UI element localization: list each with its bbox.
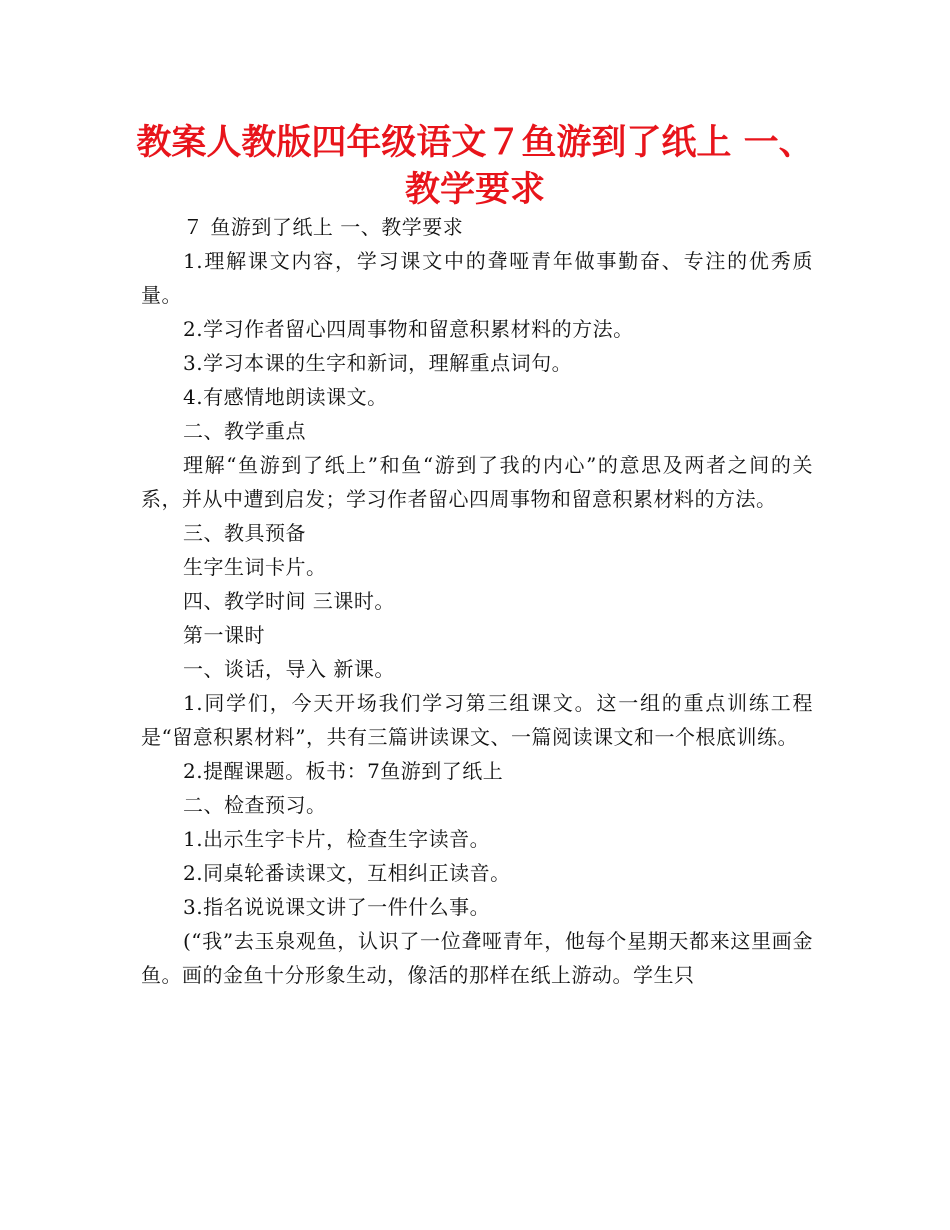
paragraph: 2.提醒课题。板书：7鱼游到了纸上 bbox=[183, 759, 504, 783]
paragraph: 4.有感情地朗读课文。 bbox=[183, 385, 388, 409]
section-heading: 第一课时 bbox=[183, 623, 265, 647]
paragraph: 2.学习作者留心四周事物和留意积累材料的方法。 bbox=[183, 317, 634, 341]
section-heading: 一、谈话，导入 新课。 bbox=[183, 657, 395, 681]
section-heading: 二、检查预习。 bbox=[183, 793, 327, 817]
document-title: 教案人教版四年级语文７鱼游到了纸上 一、教学要求 bbox=[136, 123, 814, 210]
paragraph: 3.学习本课的生字和新词，理解重点词句。 bbox=[183, 351, 573, 375]
paragraph: 1.理解课文内容，学习课文中的聋哑青年做事勤奋、专注的优秀质量。 bbox=[141, 249, 813, 307]
paragraph: ７ 鱼游到了纸上 一、教学要求 bbox=[183, 215, 464, 239]
section-heading: 二、教学重点 bbox=[183, 419, 306, 443]
paragraph: 1.出示生字卡片，检查生字读音。 bbox=[183, 827, 491, 851]
paragraph: 1.同学们，今天开场我们学习第三组课文。这一组的重点训练工程是“留意积累材料”，共有三篇讲读课文、一篇阅读课文和一个根底训练。 bbox=[141, 691, 813, 749]
section-heading: 三、教具预备 bbox=[183, 521, 306, 545]
paragraph: 生字生词卡片。 bbox=[183, 555, 327, 579]
section-heading: 四、教学时间 三课时。 bbox=[183, 589, 395, 613]
paragraph: 理解“鱼游到了纸上”和鱼“游到了我的内心”的意思及两者之间的关系，并从中遭到启发；学习作者留心四周事物和留意积累材料的方法。 bbox=[141, 453, 813, 511]
document-body bbox=[141, 210, 813, 992]
paragraph: (“我”去玉泉观鱼，认识了一位聋哑青年，他每个星期天都来这里画金鱼。画的金鱼十分形象生动，像活的那样在纸上游动。学生只 bbox=[141, 929, 813, 987]
paragraph: 2.同桌轮番读课文，互相纠正读音。 bbox=[183, 861, 511, 885]
paragraph: 3.指名说说课文讲了一件什么事。 bbox=[183, 895, 491, 919]
